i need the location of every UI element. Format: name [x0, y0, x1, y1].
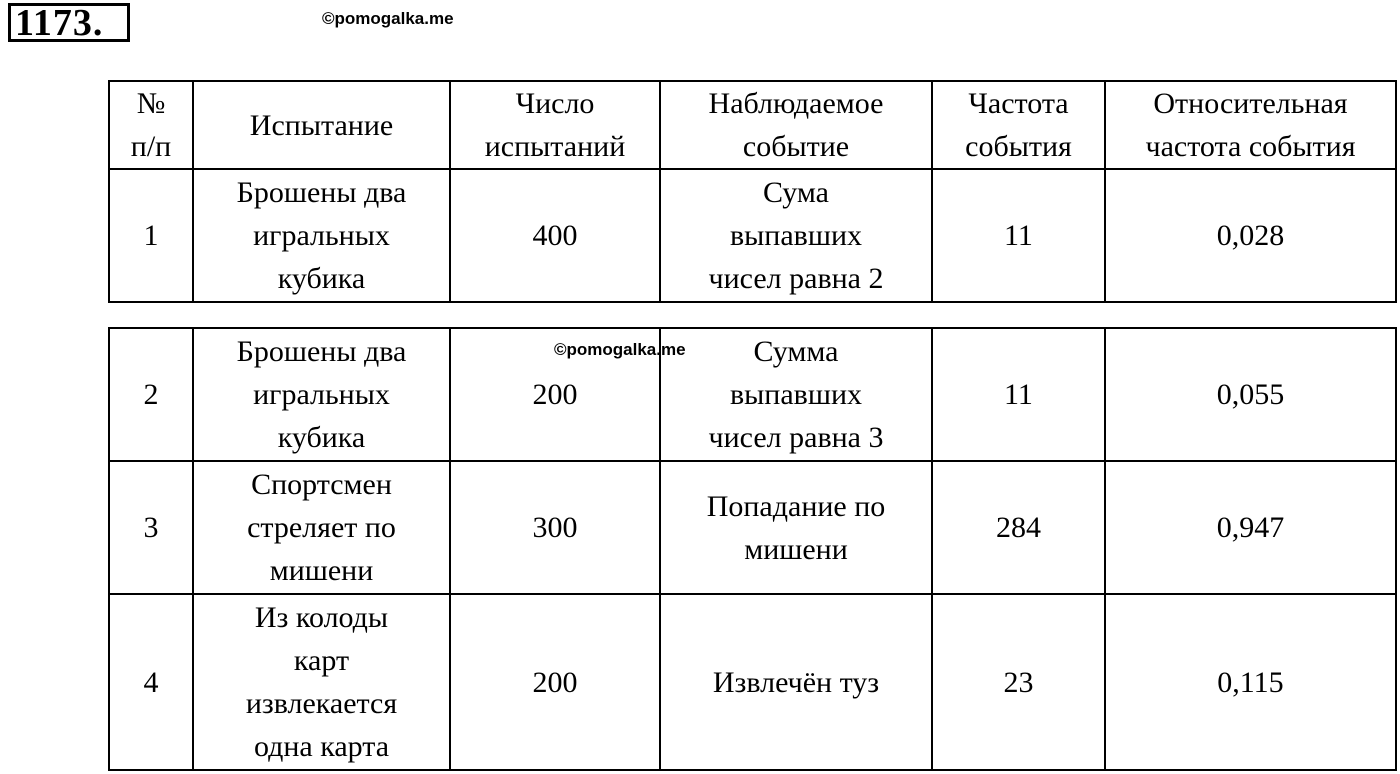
table-row — [109, 328, 1396, 461]
table-row — [109, 594, 1396, 770]
header-cell-event: Наблюдаемое событие — [660, 81, 932, 169]
cell-count: 400 — [450, 169, 660, 302]
header-cell-count: Число испытаний — [450, 81, 660, 169]
header-cell-number: № п/п — [109, 81, 193, 169]
data-table-bottom — [108, 327, 1397, 771]
cell-relative: 0,055 — [1105, 328, 1396, 461]
watermark: ©pomogalka.me — [554, 340, 686, 359]
cell-event: Извлечён туз — [660, 594, 932, 770]
cell-trial: Спортсмен стреляет по мишени — [193, 461, 450, 594]
cell-trial: Брошены два игральных кубика — [193, 169, 450, 302]
cell-frequency: 284 — [932, 461, 1105, 594]
table-row — [109, 169, 1396, 302]
header-cell-trial: Испытание — [193, 81, 450, 169]
cell-number: 1 — [109, 169, 193, 302]
cell-count: 200 — [450, 328, 660, 461]
table-header-row — [109, 81, 1396, 169]
cell-count: 200 — [450, 594, 660, 770]
data-table-top — [108, 80, 1397, 303]
cell-number: 4 — [109, 594, 193, 770]
cell-frequency: 23 — [932, 594, 1105, 770]
cell-event: Сумма выпавших чисел равна 3 — [660, 328, 932, 461]
cell-frequency: 11 — [932, 328, 1105, 461]
cell-count: 300 — [450, 461, 660, 594]
header-cell-frequency: Частота события — [932, 81, 1105, 169]
problem-number: 1173. — [8, 3, 130, 42]
table-row — [109, 461, 1396, 594]
header-cell-relative: Относительная частота события — [1105, 81, 1396, 169]
cell-relative: 0,115 — [1105, 594, 1396, 770]
cell-trial: Из колоды карт извлекается одна карта — [193, 594, 450, 770]
watermark: ©pomogalka.me — [322, 9, 454, 28]
cell-relative: 0,028 — [1105, 169, 1396, 302]
cell-relative: 0,947 — [1105, 461, 1396, 594]
cell-event: Сума выпавших чисел равна 2 — [660, 169, 932, 302]
cell-frequency: 11 — [932, 169, 1105, 302]
cell-trial: Брошены два игральных кубика — [193, 328, 450, 461]
cell-event: Попадание по мишени — [660, 461, 932, 594]
cell-number: 2 — [109, 328, 193, 461]
cell-number: 3 — [109, 461, 193, 594]
